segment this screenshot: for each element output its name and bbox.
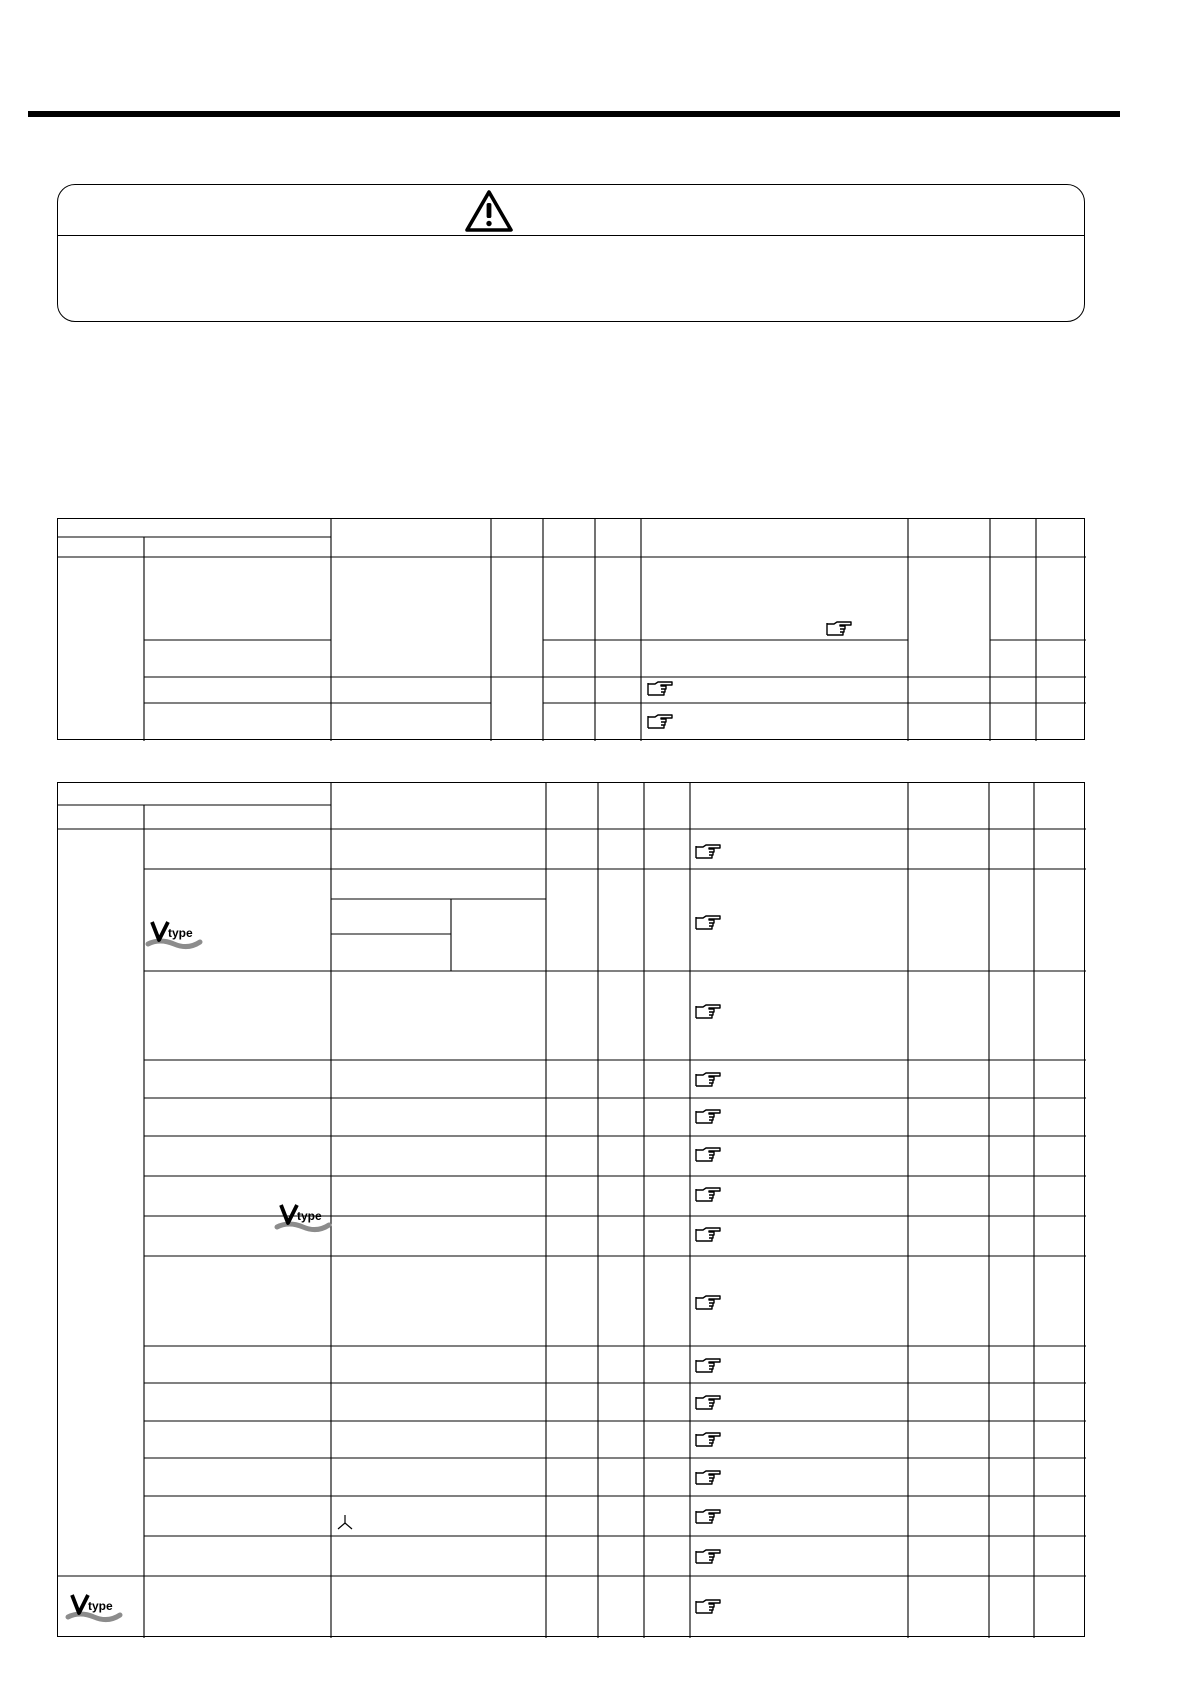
warning-triangle-icon xyxy=(464,189,514,233)
pointing-hand-icon xyxy=(694,1294,722,1312)
pointing-hand-icon xyxy=(694,1508,722,1526)
pointing-hand-icon xyxy=(694,1146,722,1164)
pointing-hand-icon xyxy=(694,1431,722,1449)
pointing-hand-icon xyxy=(694,1394,722,1412)
vtype-badge-icon xyxy=(66,1591,122,1625)
table-1 xyxy=(57,518,1085,740)
pointing-hand-icon xyxy=(694,1071,722,1089)
pointing-hand-icon xyxy=(694,1003,722,1021)
pointing-hand-icon xyxy=(694,914,722,932)
pointing-hand-icon xyxy=(694,1186,722,1204)
phase-symbol-icon xyxy=(338,1515,352,1529)
table-2 xyxy=(57,782,1085,1637)
pointing-hand-icon xyxy=(694,843,722,861)
pointing-hand-icon xyxy=(646,713,674,731)
warning-divider xyxy=(58,235,1084,236)
pointing-hand-icon xyxy=(694,1469,722,1487)
pointing-hand-icon xyxy=(694,1598,722,1616)
pointing-hand-icon xyxy=(694,1226,722,1244)
header-rule xyxy=(28,111,1120,117)
table-1-grid xyxy=(58,519,1086,741)
pointing-hand-icon xyxy=(694,1357,722,1375)
pointing-hand-icon xyxy=(694,1548,722,1566)
pointing-hand-icon xyxy=(646,680,674,698)
svg-text:type: type xyxy=(297,1209,322,1223)
pointing-hand-icon xyxy=(694,1108,722,1126)
table-2-grid xyxy=(58,783,1086,1638)
warning-box xyxy=(57,184,1085,322)
svg-text:type: type xyxy=(168,926,193,940)
pointing-hand-icon xyxy=(825,620,853,638)
vtype-badge-icon xyxy=(275,1201,331,1235)
svg-text:type: type xyxy=(88,1599,113,1613)
vtype-badge-icon xyxy=(146,918,202,952)
